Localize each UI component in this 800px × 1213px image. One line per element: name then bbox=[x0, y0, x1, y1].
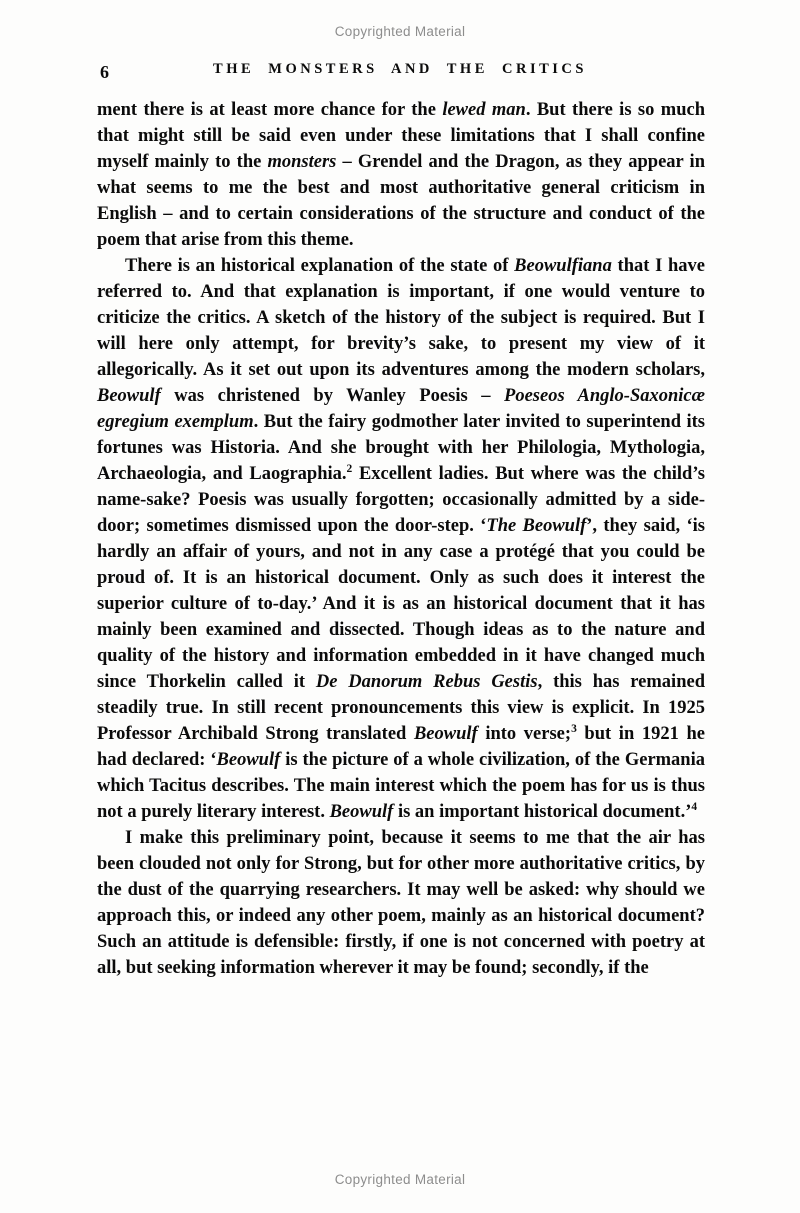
italic-text-run: Beowulf bbox=[413, 724, 478, 744]
footnote-reference: 3 bbox=[571, 722, 577, 735]
text-run: There is an historical explanation of the state of bbox=[125, 256, 515, 276]
text-run: is an important historical document.’ bbox=[393, 802, 692, 822]
text-run: , this has remained steadily true. In still recent pronouncements this view is explicit. In 1925 Professor Archibald Strong translated bbox=[97, 672, 705, 744]
italic-text-run: Beowulfiana bbox=[514, 256, 612, 276]
running-title: THE MONSTERS AND THE CRITICS bbox=[213, 61, 587, 77]
body-text bbox=[97, 97, 705, 981]
page-number: 6 bbox=[100, 62, 109, 82]
text-run: Excellent ladies. But where was the child’s name-sake? Poesis was usually forgotten; occasionally admitted by a side-door; sometimes dismissed upon the door-step. ‘ bbox=[97, 464, 706, 536]
text-run: . But the fairy godmother later invited to superintend its fortunes was Historia. And she brought with her Philologia, Mythologia, Archaeologia, and Laographia. bbox=[97, 412, 705, 484]
text-run: – Grendel and the Dragon, as they appear in what seems to me the best and most authoritative general criticism in English – and to certain considerations of the structure and conduct of the poem that arise from this theme. bbox=[97, 152, 705, 250]
text-run: but in 1921 he had declared: ‘ bbox=[97, 724, 705, 770]
italic-text-run: De Danorum Rebus Gestis bbox=[315, 672, 538, 692]
text-run: ment there is at least more chance for the bbox=[97, 100, 443, 120]
text-run: was christened by Wanley Poesis – bbox=[160, 386, 505, 406]
text-run: ’, they said, ‘is hardly an affair of yours, and not in any case a protégé that you could be proud of. It is an historical document. Only as such does it interest the superior culture of to-day.’ And it is as an historical document that it has mainly been examined and dissected. Though ideas as to the nature and quality of the history and information embedded in it have changed much since Thorkelin called it bbox=[97, 516, 705, 692]
footnote-reference: 2 bbox=[346, 462, 353, 475]
paragraph bbox=[97, 825, 705, 981]
italic-text-run: The Beowulf bbox=[486, 516, 587, 536]
text-run: I make this preliminary point, because it seems to me that the air has been clouded not only for Strong, but for other more authoritative critics, by the dust of the quarrying researchers. It may well be asked: why should we approach this, or indeed any other poem, mainly as an historical document? Such an attitude is defensible: firstly, if one is not concerned with poetry at all, but seeking information wherever it may be found; secondly, if the bbox=[97, 828, 705, 978]
paragraph bbox=[97, 97, 705, 253]
text-run: into verse; bbox=[477, 724, 572, 744]
text-run: is the picture of a whole civilization, of the Germania which Tacitus describes. The main interest which the poem has for us is thus not a purely literary interest. bbox=[97, 750, 705, 822]
text-run: . But there is so much that might still be said even under these limitations that I shall confine myself mainly to the bbox=[97, 100, 705, 172]
italic-text-run: Beowulf bbox=[216, 750, 281, 770]
italic-text-run: Poeseos Anglo-Saxonicæ egregium exemplum bbox=[97, 386, 705, 432]
text-run: that I have referred to. And that explanation is important, if one would venture to criticize the critics. A sketch of the history of the subject is required. But I will here only attempt, for brevity’s sake, to present my view of it allegorically. As it set out upon its adventures among the modern scholars, bbox=[97, 256, 706, 380]
page-header bbox=[0, 61, 800, 85]
copyright-notice-bottom: Copyrighted Material bbox=[334, 1172, 466, 1187]
italic-text-run: monsters bbox=[267, 152, 337, 172]
italic-text-run: lewed man bbox=[442, 100, 526, 120]
copyright-notice-top: Copyrighted Material bbox=[334, 24, 466, 39]
italic-text-run: Beowulf bbox=[97, 386, 161, 406]
paragraph bbox=[97, 253, 705, 825]
footnote-reference: 4 bbox=[691, 800, 698, 813]
italic-text-run: Beowulf bbox=[329, 802, 394, 822]
